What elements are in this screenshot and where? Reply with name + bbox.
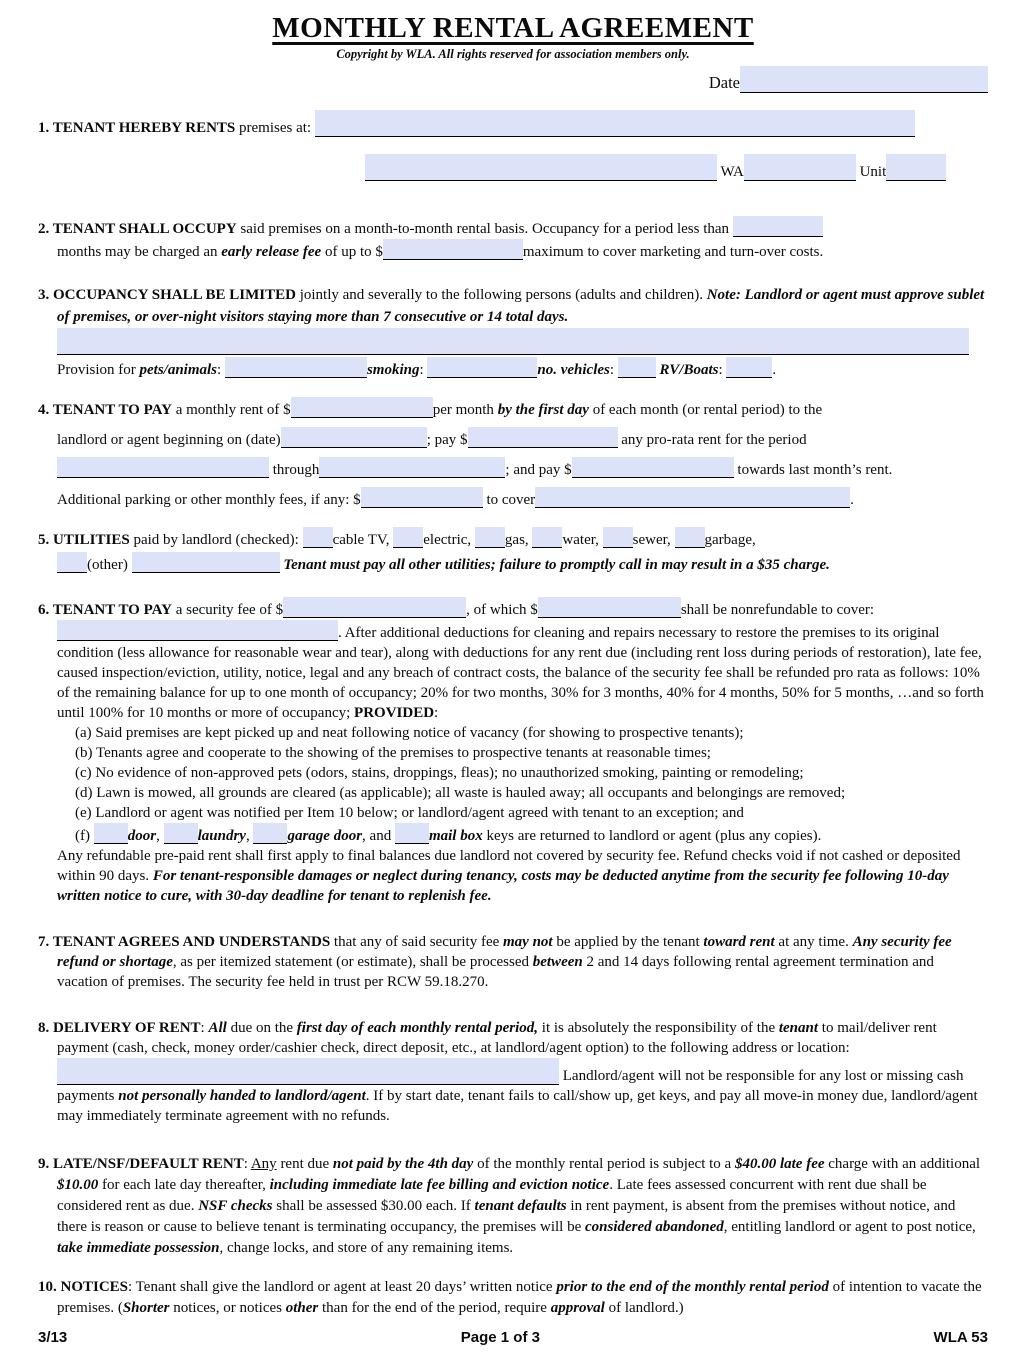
text-run: laundry	[197, 828, 246, 844]
text-run: $40.00 late fee	[734, 1156, 825, 1172]
text-run: All	[208, 1020, 227, 1036]
text-run: premises at:	[235, 120, 315, 136]
text-run: :	[200, 1020, 209, 1036]
text-run: Date	[708, 73, 740, 92]
text-run: through	[269, 462, 320, 478]
text-run: Any refundable pre-paid rent shall first apply to final balances due landlord not covered by security fee. Refund checks void if not cashed or deposited within 90 days.	[57, 848, 961, 884]
text-run: ; pay $	[426, 432, 468, 448]
text-run: sewer,	[632, 532, 675, 548]
text-run: rent due	[276, 1156, 333, 1172]
text-run: :	[718, 362, 727, 378]
page-title	[38, 12, 988, 45]
text-run: a security fee of $	[171, 602, 284, 618]
text-run: a monthly rent of $	[171, 402, 291, 418]
text-run: 2. TENANT SHALL OCCUPY	[38, 221, 237, 237]
text-run: WA	[717, 164, 744, 180]
text-run: door	[127, 828, 157, 844]
section-2-tenant-shall-occupy	[38, 216, 988, 262]
text-run: garbage,	[704, 532, 756, 548]
text-run: of each month (or rental period) to the	[588, 402, 823, 418]
text-run: Landlord/agent will not be responsible for any lost or missing cash payments	[57, 1068, 964, 1104]
text-run: to cover	[482, 492, 536, 508]
text-run: of up to $	[321, 244, 383, 260]
text-run: (f)	[75, 828, 94, 844]
text-run: water,	[562, 532, 603, 548]
text-run: shall be assessed $30.00 each. If	[272, 1198, 475, 1214]
section-3-occupancy-limited	[38, 284, 988, 381]
text-run: said premises on a month-to-month rental basis. Occupancy for a period less than	[236, 221, 733, 237]
monthly-rent-field[interactable]	[291, 397, 433, 418]
text-run: not personally handed to landlord/agent	[118, 1088, 366, 1104]
text-run: that any of said security fee	[330, 934, 504, 950]
text-run: Any	[250, 1156, 277, 1172]
section-1-tenant-hereby-rents	[38, 106, 988, 194]
text-run: ; and pay $	[505, 462, 572, 478]
section-7-tenant-agrees	[38, 932, 988, 992]
text-run: landlord or agent beginning on (date)	[57, 432, 281, 448]
text-run: $10.00	[57, 1177, 99, 1193]
text-run: tenant	[778, 1020, 819, 1036]
text-run: Provision for	[57, 362, 140, 378]
utility-water-checkbox[interactable]	[532, 527, 562, 548]
text-run: garage door	[287, 828, 363, 844]
text-run: , of which $	[466, 602, 538, 618]
text-run: , entitling landlord or agent to post notice,	[723, 1219, 976, 1235]
text-run: 7. TENANT AGREES AND UNDERSTANDS	[38, 934, 331, 950]
start-date-field[interactable]	[281, 427, 427, 448]
text-run: :	[243, 1156, 251, 1172]
prorata-period-start-field[interactable]	[57, 457, 269, 478]
section-5-utilities	[38, 527, 988, 577]
text-run: it is absolutely the responsibility of the	[538, 1020, 779, 1036]
security-fee-field[interactable]	[283, 597, 466, 618]
text-run: may not	[503, 934, 553, 950]
early-release-fee-field[interactable]	[383, 239, 523, 260]
text-run: 5. UTILITIES	[38, 532, 130, 548]
garage-door-keys-field[interactable]	[253, 823, 287, 844]
text-run: :	[434, 705, 439, 721]
text-run: (c) No evidence of non-approved pets (odors, stains, droppings, fleas); no unauthorized smoking, painting or remodeling;	[75, 765, 804, 781]
text-run: for each late day thereafter,	[98, 1177, 270, 1193]
text-run: : Tenant shall give the landlord or agent at least 20 days’ written notice	[128, 1279, 557, 1295]
text-run: considered abandoned	[585, 1219, 724, 1235]
text-run: Any security fee refund or shortage	[57, 934, 952, 970]
unit-field[interactable]	[886, 154, 946, 181]
text-run: early release fee	[221, 244, 322, 260]
utility-other-field[interactable]	[132, 552, 280, 573]
text-run: cable TV,	[332, 532, 394, 548]
text-run: NSF checks	[198, 1198, 273, 1214]
text-run: (e) Landlord or agent was notified per Item 10 below; or landlord/agent agreed with tenant to an exception; and	[75, 805, 744, 821]
text-run: Shorter	[122, 1300, 170, 1316]
text-run: Additional parking or other monthly fees, if any: $	[57, 492, 361, 508]
utility-cable-checkbox[interactable]	[303, 527, 333, 548]
footer-form-number: WLA 53	[933, 1329, 988, 1346]
text-run: pets/animals	[139, 362, 218, 378]
smoking-field[interactable]	[427, 357, 537, 378]
text-run: Unit	[855, 164, 887, 180]
door-keys-field[interactable]	[94, 823, 128, 844]
text-run: (b) Tenants agree and cooperate to the showing of the premises to prospective tenants at reasonable times;	[75, 745, 711, 761]
text-run: . If by start date, tenant fails to call/show up, get keys, and pay all move-in money due, landlord/agent may immediately terminate agreement with no refunds.	[57, 1088, 978, 1124]
text-run: other	[285, 1300, 319, 1316]
text-run: 4. TENANT TO PAY	[38, 402, 172, 418]
text-run: per month	[432, 402, 498, 418]
text-run: of the monthly rental period is subject to a	[473, 1156, 735, 1172]
text-run: maximum to cover marketing and turn-over costs.	[522, 244, 824, 260]
text-run: 2 and 14 days following rental agreement termination and vacation of premises. The security fee held in trust per RCW 59.18.270.	[57, 954, 934, 990]
text-run: take immediate possession	[57, 1240, 220, 1256]
text-run: toward rent	[703, 934, 775, 950]
text-run: months may be charged an	[57, 244, 222, 260]
text-run: (other)	[87, 557, 132, 573]
text-run: by the first day	[497, 402, 589, 418]
months-threshold-field[interactable]	[733, 216, 823, 237]
text-run: PROVIDED	[354, 705, 435, 721]
text-run: .	[772, 362, 777, 378]
nonrefundable-purpose-field[interactable]	[57, 620, 338, 641]
text-run: no. vehicles	[537, 362, 610, 378]
text-run: (d) Lawn is mowed, all grounds are cleared (as applicable); all waste is hauled away; all occupants and belongings are removed;	[75, 785, 846, 801]
text-run: to mail/deliver rent payment (cash, check, money order/cashier check, direct deposit, etc., at landlord/agent option) to the following address or location:	[57, 1020, 937, 1056]
text-run: (a) Said premises are kept picked up and neat following notice of vacancy (for showing to prospective tenants);	[75, 725, 744, 741]
text-run: paid by landlord (checked):	[129, 532, 303, 548]
date-row	[38, 66, 988, 98]
text-run: 6. TENANT TO PAY	[38, 602, 172, 618]
date-field[interactable]	[740, 66, 988, 93]
text-run: Tenant must pay all other utilities; failure to promptly call in may result in a $35 charge.	[283, 557, 830, 573]
zip-field[interactable]	[744, 154, 856, 181]
copyright-line: Copyright by WLA. All rights reserved for association members only.	[336, 47, 690, 61]
text-run: :	[217, 362, 225, 378]
rent-delivery-address-field[interactable]	[57, 1058, 559, 1085]
text-run: 3. OCCUPANCY SHALL BE LIMITED	[38, 287, 296, 303]
text-run: . After additional deductions for cleaning and repairs necessary to restore the premises to its original condition (less allowance for reasonable wear and tear), along with deductions for any rent due (including rent loss during periods of restoration), late fee, caused inspection/eviction, utility, notice, legal and any breach of contract costs, the balance of the security fee shall be refunded pro rata as follows: 10% of the remaining balance for up to one month of occupancy; 20% for two months, 30% for 3 months, 40% for 4 months, 50% for 5 months, …and so forth until 100% for 10 months or more of occupancy;	[57, 625, 984, 721]
text-run: ,	[245, 828, 254, 844]
text-run: of landlord.)	[604, 1300, 684, 1316]
city-field[interactable]	[365, 154, 717, 181]
text-run: jointly and severally to the following persons (adults and children).	[295, 287, 707, 303]
text-run: in rent payment, is absent from the premises without notice, and there is reason or cause to believe tenant is terminating occupancy, the premises will be	[57, 1198, 956, 1235]
fee-purpose-field[interactable]	[535, 487, 850, 508]
text-run: including immediate late fee billing and eviction notice	[269, 1177, 610, 1193]
section-6-security-fee	[38, 597, 988, 906]
text-run: not paid by the 4th day	[332, 1156, 474, 1172]
rv-boats-field[interactable]	[726, 357, 772, 378]
text-run: ,	[156, 828, 164, 844]
section-10-notices	[38, 1277, 988, 1319]
section-4-tenant-to-pay-rent	[38, 395, 988, 515]
laundry-keys-field[interactable]	[164, 823, 198, 844]
text-run: shall be nonrefundable to cover:	[680, 602, 875, 618]
text-run: , and	[362, 828, 395, 844]
text-run: . Late fees assessed concurrent with rent due shall be considered rent as due.	[57, 1177, 927, 1214]
utility-electric-checkbox[interactable]	[393, 527, 423, 548]
section-8-delivery-of-rent	[38, 1018, 988, 1126]
text-run: , as per itemized statement (or estimate), shall be processed	[172, 954, 533, 970]
text-run: :	[609, 362, 618, 378]
text-run: between	[532, 954, 583, 970]
text-run: first day of each monthly rental period,	[296, 1020, 539, 1036]
page-footer	[38, 1319, 988, 1346]
text-run: RV/Boats	[659, 362, 719, 378]
text-run: smoking	[366, 362, 420, 378]
text-run: of intention to vacate the premises. (	[57, 1279, 982, 1316]
text-run: 9. LATE/NSF/DEFAULT RENT	[38, 1156, 244, 1172]
page-title-text: MONTHLY RENTAL AGREEMENT	[272, 12, 754, 44]
parking-fee-field[interactable]	[361, 487, 483, 508]
text-run: at any time.	[774, 934, 853, 950]
prorata-amount-field[interactable]	[468, 427, 618, 448]
mailbox-keys-field[interactable]	[395, 823, 429, 844]
text-run: towards last month’s rent.	[733, 462, 893, 478]
text-run: gas,	[504, 532, 533, 548]
text-run: electric,	[423, 532, 475, 548]
text-run: Note: Landlord or agent must approve sublet of premises, or over-night visitors staying more than 7 consecutive or 14 total days.	[57, 287, 985, 325]
text-run: due on the	[226, 1020, 297, 1036]
utility-garbage-checkbox[interactable]	[675, 527, 705, 548]
utility-gas-checkbox[interactable]	[475, 527, 505, 548]
utility-sewer-checkbox[interactable]	[603, 527, 633, 548]
text-run: tenant defaults	[474, 1198, 567, 1214]
text-run: keys are returned to landlord or agent (plus any copies).	[482, 828, 822, 844]
text-run: prior to the end of the monthly rental period	[556, 1279, 829, 1295]
nonrefundable-amount-field[interactable]	[538, 597, 681, 618]
text-run: , change locks, and store of any remaining items.	[219, 1240, 514, 1256]
text-run: 10. NOTICES	[38, 1279, 129, 1295]
footer-revision: 3/13	[38, 1329, 68, 1346]
text-run: 1. TENANT HEREBY RENTS	[38, 120, 236, 136]
premises-address-field[interactable]	[315, 110, 915, 137]
prorata-period-end-field[interactable]	[319, 457, 505, 478]
text-run: For tenant-responsible damages or neglect during tenancy, costs may be deducted anytime from the security fee following 10-day written notice to cure, with 30-day deadline for tenant to replenish fee.	[57, 868, 949, 904]
pets-field[interactable]	[225, 357, 367, 378]
footer-page-number: Page 1 of 3	[460, 1329, 540, 1346]
text-run: .	[850, 492, 854, 508]
text-run: approval	[550, 1300, 605, 1316]
text-run: notices, or notices	[169, 1300, 286, 1316]
text-run: :	[419, 362, 428, 378]
occupants-names-field[interactable]	[57, 328, 969, 355]
text-run: charge with an additional	[824, 1156, 981, 1172]
text-run: than for the end of the period, require	[318, 1300, 551, 1316]
text-run: be applied by the tenant	[552, 934, 704, 950]
text-run: mail box	[428, 828, 483, 844]
section-9-late-nsf-default	[38, 1154, 988, 1259]
vehicles-field[interactable]	[618, 357, 656, 378]
utility-other-checkbox[interactable]	[57, 552, 87, 573]
last-month-rent-field[interactable]	[572, 457, 734, 478]
text-run: any pro-rata rent for the period	[617, 432, 807, 448]
text-run: 8. DELIVERY OF RENT	[38, 1020, 201, 1036]
